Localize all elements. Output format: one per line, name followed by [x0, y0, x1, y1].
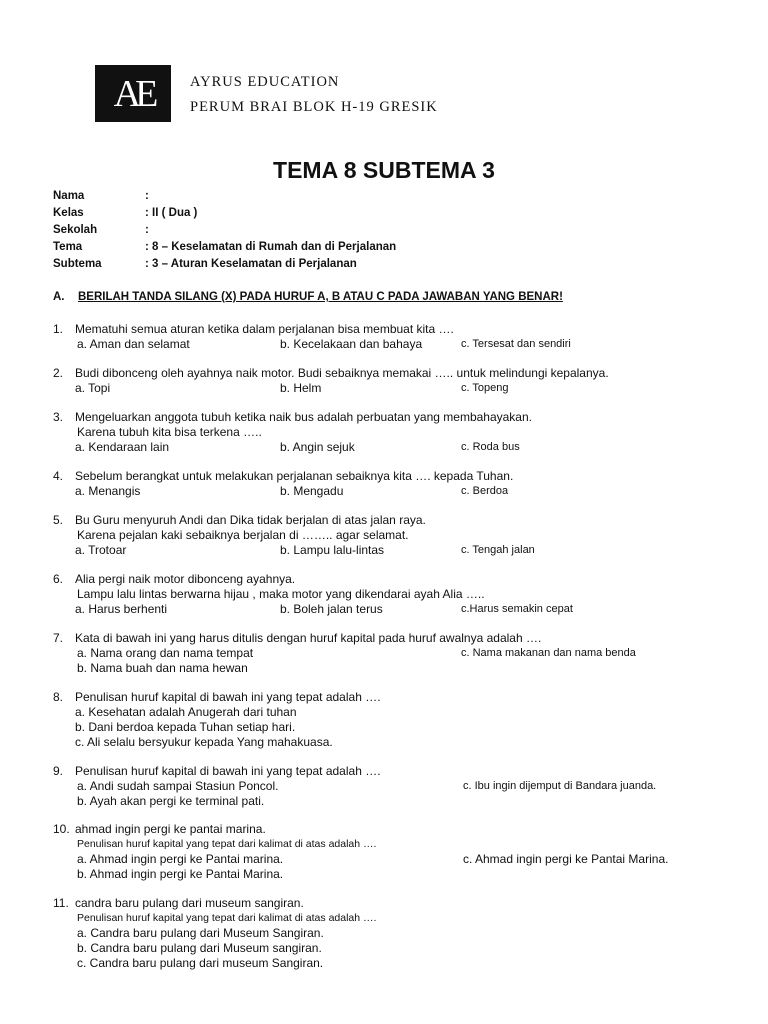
- option-b[interactable]: b. Kecelakaan dan bahaya: [280, 337, 423, 351]
- option-b[interactable]: b. Helm: [280, 381, 322, 395]
- question-3: [53, 410, 733, 455]
- info-label: Nama: [53, 190, 85, 202]
- option-b[interactable]: b. Ahmad ingin pergi ke Pantai Marina.: [77, 867, 284, 881]
- info-label: Subtema: [53, 258, 102, 270]
- option-c[interactable]: c. Candra baru pulang dari museum Sangiran.: [77, 956, 324, 970]
- question-number: 8.: [53, 690, 64, 704]
- question-subtext: Karena tubuh kita bisa terkena …..: [77, 425, 262, 439]
- question-8: [53, 690, 733, 750]
- question-number: 1.: [53, 322, 64, 336]
- option-c[interactable]: c. Roda bus: [461, 441, 520, 453]
- question-subtext: Penulisan huruf kapital yang tepat dari kalimat di atas adalah ….: [77, 912, 377, 924]
- option-a[interactable]: a. Trotoar: [75, 543, 127, 557]
- option-b[interactable]: b. Angin sejuk: [280, 440, 355, 454]
- option-a[interactable]: a. Andi sudah sampai Stasiun Poncol.: [77, 779, 279, 793]
- option-b[interactable]: b. Mengadu: [280, 484, 344, 498]
- info-row-subtema: [53, 256, 673, 273]
- question-text: Bu Guru menyuruh Andi dan Dika tidak berjalan di atas jalan raya.: [75, 513, 426, 527]
- question-number: 6.: [53, 572, 64, 586]
- question-7: [53, 631, 733, 676]
- question-number: 10.: [53, 822, 70, 836]
- question-number: 4.: [53, 469, 64, 483]
- question-number: 7.: [53, 631, 64, 645]
- section-instruction: [53, 291, 563, 303]
- question-number: 11.: [53, 896, 69, 910]
- org-name: AYRUS EDUCATION: [190, 74, 340, 90]
- option-a[interactable]: a. Topi: [75, 381, 111, 395]
- question-text: Alia pergi naik motor dibonceng ayahnya.: [75, 572, 296, 586]
- option-a[interactable]: a. Nama orang dan nama tempat: [77, 646, 254, 660]
- question-subtext: Penulisan huruf kapital yang tepat dari kalimat di atas adalah ….: [77, 838, 377, 850]
- question-text: ahmad ingin pergi ke pantai marina.: [75, 822, 266, 836]
- question-10: [53, 822, 733, 882]
- option-a[interactable]: a. Harus berhenti: [75, 602, 168, 616]
- question-text: Budi dibonceng oleh ayahnya naik motor. Budi sebaiknya memakai ….. untuk melindungi kepalanya.: [75, 366, 609, 380]
- option-b[interactable]: b. Candra baru pulang dari Museum sangiran.: [77, 941, 322, 955]
- option-b[interactable]: b. Boleh jalan terus: [280, 602, 383, 616]
- option-c[interactable]: c. Tersesat dan sendiri: [461, 338, 571, 350]
- option-a[interactable]: a. Kesehatan adalah Anugerah dari tuhan: [75, 705, 297, 719]
- question-number: 9.: [53, 764, 64, 778]
- instruction-text: BERILAH TANDA SILANG (X) PADA HURUF A, B ATAU C PADA JAWABAN YANG BENAR!: [78, 291, 563, 303]
- option-c[interactable]: c. Ibu ingin dijemput di Bandara juanda.: [463, 780, 657, 792]
- org-address: PERUM BRAI BLOK H-19 GRESIK: [190, 99, 438, 115]
- info-value: : 8 – Keselamatan di Rumah dan di Perjalanan: [145, 241, 397, 253]
- question-text: Penulisan huruf kapital di bawah ini yang tepat adalah ….: [75, 690, 381, 704]
- info-value: : II ( Dua ): [145, 207, 198, 219]
- question-number: 3.: [53, 410, 64, 424]
- question-5: [53, 513, 733, 558]
- student-info: [53, 188, 673, 273]
- option-c[interactable]: c. Ahmad ingin pergi ke Pantai Marina.: [463, 852, 669, 866]
- question-subtext: Karena pejalan kaki sebaiknya berjalan di …….. agar selamat.: [77, 528, 409, 542]
- question-11: [53, 896, 733, 971]
- info-value: : 3 – Aturan Keselamatan di Perjalanan: [145, 258, 357, 270]
- option-c[interactable]: c. Topeng: [461, 382, 509, 394]
- section-number: A.: [53, 291, 65, 303]
- question-2: [53, 366, 733, 396]
- info-row-kelas: [53, 205, 673, 222]
- option-a[interactable]: a. Kendaraan lain: [75, 440, 170, 454]
- question-text: Penulisan huruf kapital di bawah ini yang tepat adalah ….: [75, 764, 381, 778]
- option-a[interactable]: a. Candra baru pulang dari Museum Sangiran.: [77, 926, 324, 940]
- question-text: Mematuhi semua aturan ketika dalam perjalanan bisa membuat kita ….: [75, 322, 454, 336]
- option-b[interactable]: b. Ayah akan pergi ke terminal pati.: [77, 794, 265, 808]
- info-value: :: [145, 224, 149, 236]
- option-c[interactable]: c. Tengah jalan: [461, 544, 535, 556]
- option-c[interactable]: c. Ali selalu bersyukur kepada Yang mahakuasa.: [75, 735, 333, 749]
- question-text: Mengeluarkan anggota tubuh ketika naik bus adalah perbuatan yang membahayakan.: [75, 410, 532, 424]
- info-label: Sekolah: [53, 224, 98, 236]
- ae-logo: AE: [95, 65, 171, 122]
- option-a[interactable]: a. Ahmad ingin pergi ke Pantai marina.: [77, 852, 284, 866]
- question-text: Kata di bawah ini yang harus ditulis dengan huruf kapital pada huruf awalnya adalah ….: [75, 631, 542, 645]
- info-label: Tema: [53, 241, 83, 253]
- info-row-sekolah: [53, 222, 673, 239]
- info-value: :: [145, 190, 149, 202]
- info-label: Kelas: [53, 207, 84, 219]
- question-number: 5.: [53, 513, 64, 527]
- option-a[interactable]: a. Menangis: [75, 484, 141, 498]
- option-b[interactable]: b. Nama buah dan nama hewan: [77, 661, 248, 675]
- question-subtext: Lampu lalu lintas berwarna hijau , maka motor yang dikendarai ayah Alia …..: [77, 587, 485, 601]
- option-b[interactable]: b. Dani berdoa kepada Tuhan setiap hari.: [75, 720, 296, 734]
- option-c[interactable]: c. Nama makanan dan nama benda: [461, 647, 636, 659]
- info-row-nama: [53, 188, 673, 205]
- question-4: [53, 469, 733, 499]
- option-c[interactable]: c.Harus semakin cepat: [461, 603, 573, 615]
- option-c[interactable]: c. Berdoa: [461, 485, 509, 497]
- question-1: [53, 322, 733, 352]
- option-a[interactable]: a. Aman dan selamat: [77, 337, 190, 351]
- question-9: [53, 764, 733, 809]
- info-row-tema: [53, 239, 673, 256]
- question-text: Sebelum berangkat untuk melakukan perjalanan sebaiknya kita …. kepada Tuhan.: [75, 469, 514, 483]
- question-6: [53, 572, 733, 617]
- question-number: 2.: [53, 366, 64, 380]
- page-title: TEMA 8 SUBTEMA 3: [273, 157, 495, 183]
- option-b[interactable]: b. Lampu lalu-lintas: [280, 543, 385, 557]
- question-text: candra baru pulang dari museum sangiran.: [75, 896, 304, 910]
